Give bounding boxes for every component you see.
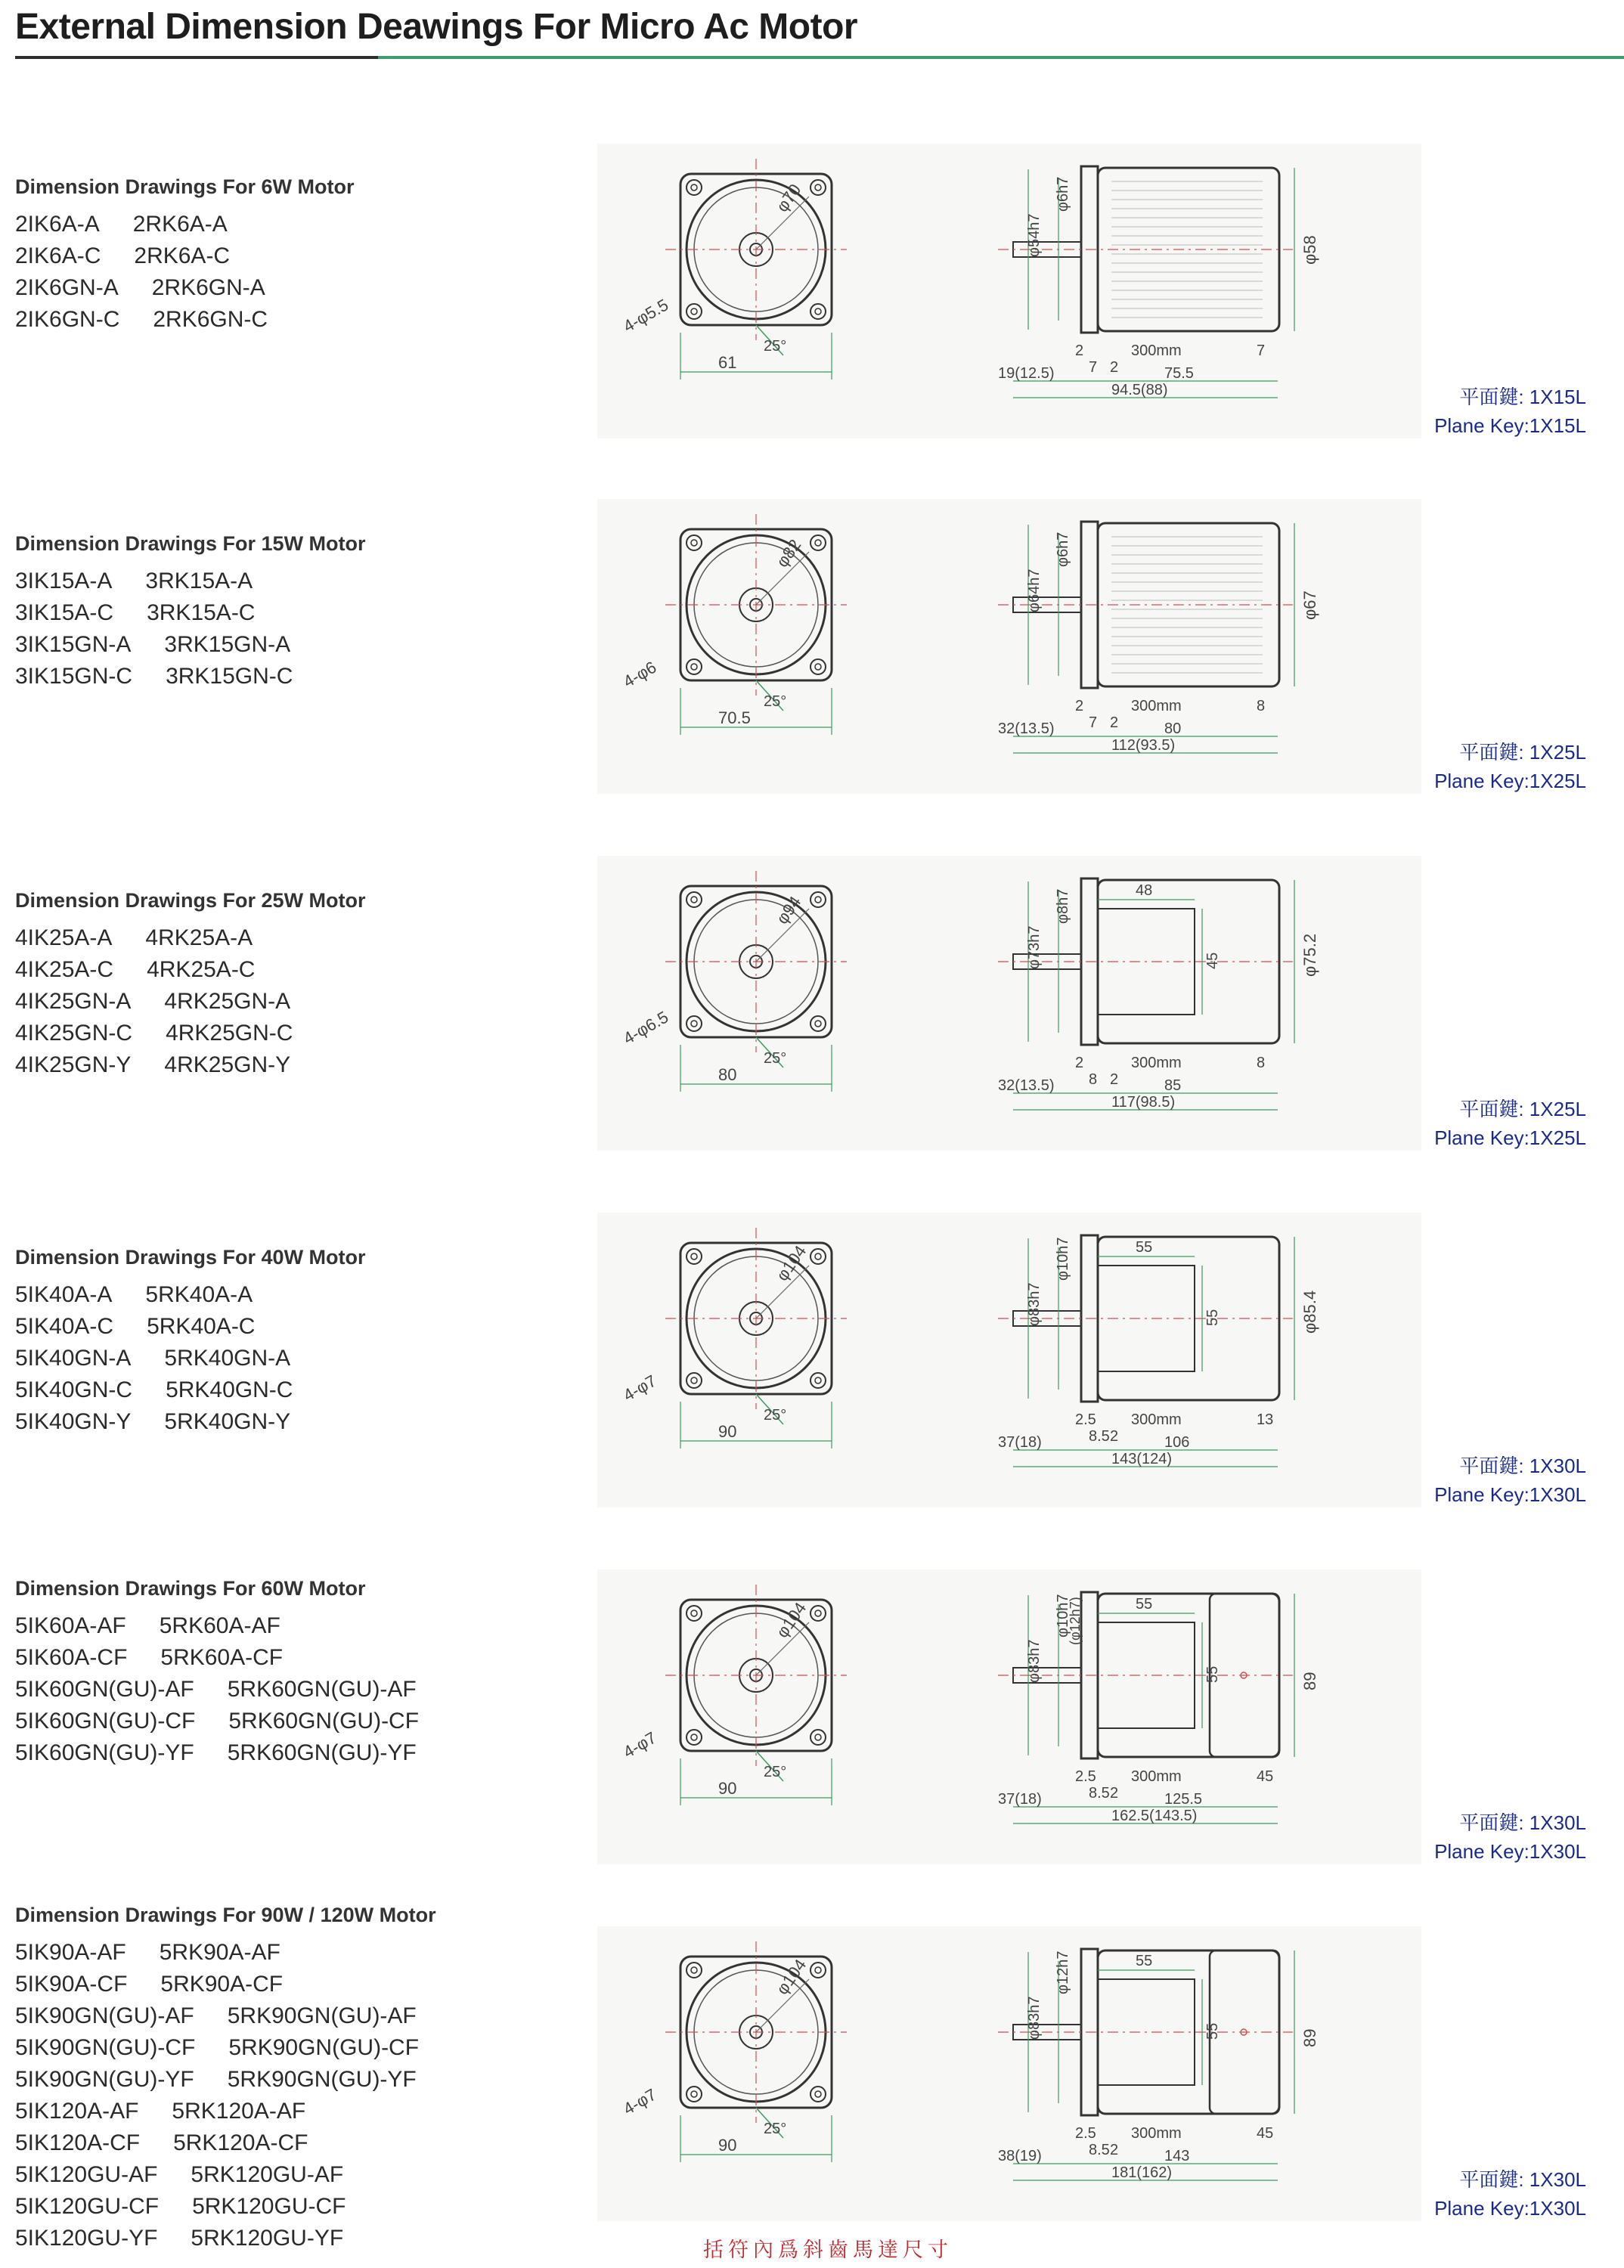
model-ik: 5IK40GN-Y: [15, 1409, 132, 1434]
model-row: [15, 1406, 293, 1438]
mount-hole: [810, 1963, 826, 1978]
model-rk: 4RK25GN-Y: [164, 1052, 291, 1077]
plane-key-en: Plane Key:1X30L: [1434, 1840, 1586, 1863]
mount-hole: [810, 180, 826, 195]
dimension-drawing: [597, 144, 1421, 438]
model-row: [15, 922, 293, 954]
side-lead-label: 300mm: [1131, 1411, 1182, 1428]
plane-key-en: Plane Key:1X15L: [1434, 414, 1586, 437]
model-rk: 5RK60GN(GU)-CF: [228, 1709, 420, 1734]
model-ik: 5IK40A-C: [15, 1314, 114, 1339]
front-width-label: 61: [718, 353, 737, 372]
model-row: [15, 2159, 419, 2191]
side-dim-end: 45: [1257, 1768, 1274, 1785]
side-mid-label: 55: [1204, 1309, 1221, 1326]
model-rk: 4RK25GN-A: [164, 989, 291, 1014]
model-rk: 5RK40GN-C: [166, 1377, 293, 1402]
side-shaft-diameter-label: φ10h7: [1055, 1594, 1071, 1637]
side-total-length-label: 143(124): [1111, 1451, 1173, 1467]
side-mid-label: 55: [1204, 1665, 1221, 1683]
model-list: [15, 922, 293, 1081]
side-lead-label: 300mm: [1131, 342, 1182, 359]
model-ik: 5IK90GN(GU)-AF: [15, 2003, 194, 2028]
side-shaft-length-label: 32(13.5): [998, 1077, 1055, 1094]
model-ik: 5IK90GN(GU)-CF: [15, 2035, 196, 2060]
model-row: [15, 1969, 419, 2000]
model-row: [15, 304, 268, 336]
side-dim-c: 2: [1110, 1071, 1119, 1088]
side-top-label: 55: [1136, 1953, 1153, 1969]
model-row: [15, 1049, 293, 1081]
model-ik: 5IK90GN(GU)-YF: [15, 2067, 194, 2092]
model-rk: 5RK90GN(GU)-YF: [227, 2067, 417, 2092]
plane-key-spec: [1434, 383, 1586, 440]
model-rk: 3RK15GN-C: [166, 664, 293, 689]
model-ik: 2IK6GN-C: [15, 307, 120, 332]
mount-hole: [686, 1606, 702, 1621]
front-width-label: 90: [718, 1422, 737, 1441]
model-row: [15, 2223, 419, 2254]
plane-key-cn: 平面鍵: 1X25L: [1459, 1098, 1586, 1120]
dimension-drawing-panel: [597, 1569, 1421, 1864]
side-body-length-label: 75.5: [1164, 365, 1194, 382]
side-dim-b: 8.5: [1089, 2142, 1110, 2158]
model-row: [15, 954, 293, 986]
mount-hole-inner: [815, 1610, 821, 1616]
dimension-drawing: [597, 1569, 1421, 1864]
model-ik: 5IK120A-AF: [15, 2099, 139, 2124]
model-ik: 3IK15GN-A: [15, 632, 132, 657]
front-diameter-label: φ82: [772, 535, 805, 571]
model-rk: 3RK15A-C: [147, 600, 256, 625]
model-rk: 5RK60A-AF: [159, 1613, 280, 1638]
mount-hole-inner: [691, 2091, 697, 2097]
model-row: [15, 209, 268, 240]
model-rk: 5RK120A-AF: [172, 2099, 306, 2124]
side-dim-c: 2: [1110, 2142, 1119, 2158]
model-row: [15, 2191, 419, 2223]
model-rk: 2RK6A-C: [134, 243, 231, 268]
model-rk: 5RK40GN-A: [164, 1346, 291, 1371]
side-total-length-label: 112(93.5): [1111, 737, 1176, 754]
side-dim-b: 8.5: [1089, 1785, 1110, 1802]
model-row: [15, 2064, 419, 2096]
side-body-diameter-label: φ58: [1300, 235, 1319, 265]
model-ik: 3IK15GN-C: [15, 664, 133, 689]
side-inner-diameter-label: φ83h7: [1026, 1282, 1043, 1326]
model-row: [15, 661, 293, 692]
model-rk: 5RK40A-A: [145, 1282, 253, 1307]
side-body-length-label: 85: [1164, 1077, 1182, 1094]
mount-hole-inner: [691, 1734, 697, 1740]
model-ik: 5IK40GN-A: [15, 1346, 132, 1371]
side-dim-c: 2: [1110, 1428, 1119, 1445]
model-row: [15, 2000, 419, 2032]
plane-key-cn: 平面鍵: 1X30L: [1459, 2168, 1586, 2191]
side-body-length-label: 80: [1164, 720, 1182, 737]
model-ik: 2IK6A-C: [15, 243, 101, 268]
model-rk: 2RK6GN-A: [151, 275, 265, 300]
mount-hole: [810, 1373, 826, 1388]
mount-hole-inner: [691, 1967, 697, 1973]
model-row: [15, 1706, 419, 1737]
side-dim-c: 2: [1110, 1785, 1119, 1802]
model-ik: 3IK15A-A: [15, 569, 113, 593]
side-body-diameter-label: φ85.4: [1300, 1290, 1319, 1334]
plane-key-spec: [1434, 1808, 1586, 1866]
mount-hole-inner: [691, 540, 697, 546]
front-diameter-label: φ104: [772, 1598, 810, 1641]
dimension-drawing-panel: [597, 856, 1421, 1151]
plane-key-cn: 平面鍵: 1X30L: [1459, 1811, 1586, 1834]
model-rk: 2RK6A-A: [132, 212, 228, 237]
dimension-drawing-panel: [597, 1213, 1421, 1507]
side-mid-label: 45: [1204, 952, 1221, 969]
front-diameter-label: φ104: [772, 1241, 810, 1284]
plane-key-cn: 平面鍵: 1X30L: [1459, 1455, 1586, 1477]
mount-hole-inner: [691, 308, 697, 314]
model-rk: 4RK25A-A: [145, 925, 253, 950]
mount-hole: [686, 892, 702, 907]
model-ik: 5IK60GN(GU)-CF: [15, 1709, 196, 1734]
mount-hole: [810, 304, 826, 319]
model-row: [15, 597, 293, 629]
side-dim-end: 45: [1257, 2125, 1274, 2142]
side-shaft-diameter-label: φ6h7: [1055, 531, 1071, 567]
front-holes-label: 4-φ7: [620, 2084, 660, 2119]
side-lead-label: 300mm: [1131, 2125, 1182, 2142]
front-angle-label: 25°: [764, 338, 787, 355]
front-angle-label: 25°: [764, 1764, 787, 1780]
dimension-drawing: [597, 499, 1421, 794]
side-lead-label: 300mm: [1131, 1055, 1182, 1071]
mount-hole-inner: [815, 1377, 821, 1383]
model-rk: 5RK90GN(GU)-CF: [228, 2035, 420, 2060]
model-rk: 5RK120GU-CF: [192, 2194, 346, 2219]
side-shaft-diameter-label: φ12h7: [1055, 1950, 1071, 1994]
side-dim-b: 8.5: [1089, 1428, 1110, 1445]
mount-hole: [686, 1373, 702, 1388]
front-holes-label: 4-φ5.5: [620, 295, 672, 336]
model-row: [15, 565, 293, 597]
side-shaft-length-label: 38(19): [998, 2148, 1042, 2164]
side-inner-diameter-label: φ73h7: [1026, 925, 1043, 969]
model-ik: 5IK120GU-YF: [15, 2226, 158, 2251]
side-dim-a: 2.5: [1075, 1768, 1096, 1785]
side-shaft-diameter-label: φ8h7: [1055, 888, 1071, 924]
side-body-length-label: 143: [1164, 2148, 1190, 2164]
side-shaft-length-label: 32(13.5): [998, 720, 1055, 737]
side-top-label: 55: [1136, 1239, 1153, 1256]
side-dim-end: 8: [1257, 698, 1266, 714]
model-rk: 2RK6GN-C: [153, 307, 268, 332]
model-rk: 4RK25A-C: [147, 957, 256, 982]
model-ik: 5IK90A-AF: [15, 1940, 126, 1965]
plane-key-cn: 平面鍵: 1X25L: [1459, 741, 1586, 764]
side-inner-diameter-label: φ83h7: [1026, 1996, 1043, 2040]
model-rk: 5RK60GN(GU)-AF: [227, 1677, 417, 1702]
model-rk: 4RK25GN-C: [166, 1021, 293, 1046]
front-width-label: 90: [718, 1779, 737, 1798]
mount-hole-inner: [815, 1967, 821, 1973]
model-rk: 5RK90A-CF: [160, 1972, 284, 1997]
mount-hole: [810, 1730, 826, 1745]
plane-key-cn: 平面鍵: 1X15L: [1459, 386, 1586, 408]
mount-hole: [686, 1963, 702, 1978]
page-title: External Dimension Deawings For Micro Ac Motor: [15, 7, 858, 47]
mount-hole-inner: [815, 2091, 821, 2097]
model-ik: 5IK90A-CF: [15, 1972, 128, 1997]
model-ik: 5IK120A-CF: [15, 2130, 141, 2155]
dimension-drawing: [597, 1926, 1421, 2221]
mount-hole-inner: [815, 184, 821, 191]
side-dim-end: 8: [1257, 1055, 1266, 1071]
model-rk: 5RK120GU-YF: [191, 2226, 344, 2251]
model-row: [15, 2127, 419, 2159]
model-ik: 2IK6A-A: [15, 212, 100, 237]
model-ik: 4IK25GN-Y: [15, 1052, 132, 1077]
front-diameter-label: φ70: [772, 180, 805, 215]
model-row: [15, 1018, 293, 1049]
mount-hole: [686, 304, 702, 319]
plane-key-en: Plane Key:1X30L: [1434, 1483, 1586, 1506]
side-lead-label: 300mm: [1131, 698, 1182, 714]
plane-key-spec: [1434, 1452, 1586, 1509]
side-top-label: 55: [1136, 1596, 1153, 1613]
mount-hole: [686, 1249, 702, 1264]
mount-hole: [810, 892, 826, 907]
front-angle-label: 25°: [764, 693, 787, 710]
mount-hole-inner: [691, 1610, 697, 1616]
mount-hole: [686, 180, 702, 195]
front-width-label: 80: [718, 1065, 737, 1084]
model-row: [15, 240, 268, 272]
model-rk: 5RK40A-C: [147, 1314, 256, 1339]
mount-hole: [810, 1249, 826, 1264]
mount-hole-inner: [815, 1253, 821, 1259]
plane-key-spec: [1434, 738, 1586, 795]
section-heading: Dimension Drawings For 40W Motor: [15, 1246, 366, 1269]
mount-hole-inner: [691, 897, 697, 903]
mount-hole-inner: [815, 1734, 821, 1740]
model-row: [15, 1279, 293, 1311]
side-dim-a: 2.5: [1075, 1411, 1096, 1428]
front-holes-label: 4-φ7: [620, 1727, 660, 1762]
side-dim-b: 8: [1089, 1071, 1098, 1088]
side-dim-a: 2.5: [1075, 2125, 1096, 2142]
mount-hole: [686, 535, 702, 550]
side-total-length-label: 117(98.5): [1111, 1094, 1176, 1111]
side-total-length-label: 162.5(143.5): [1111, 1808, 1198, 1824]
model-row: [15, 1937, 419, 1969]
front-holes-label: 4-φ6: [620, 657, 660, 692]
side-body-diameter-label: 89: [1300, 1672, 1319, 1690]
model-row: [15, 1642, 419, 1674]
model-row: [15, 986, 293, 1018]
mount-hole: [686, 1730, 702, 1745]
model-ik: 5IK40A-A: [15, 1282, 113, 1307]
side-dim-c: 2: [1110, 359, 1119, 376]
mount-hole: [810, 659, 826, 674]
model-ik: 4IK25A-C: [15, 957, 114, 982]
front-diameter-label: φ94: [772, 892, 805, 928]
model-rk: 5RK60GN(GU)-YF: [227, 1740, 417, 1765]
dimension-drawing-panel: [597, 144, 1421, 438]
plane-key-spec: [1434, 1095, 1586, 1152]
mount-hole-inner: [691, 1021, 697, 1027]
section-heading: Dimension Drawings For 60W Motor: [15, 1577, 366, 1600]
side-dim-c: 2: [1110, 714, 1119, 731]
model-list: [15, 1279, 293, 1438]
model-rk: 3RK15GN-A: [164, 632, 291, 657]
mount-hole-inner: [815, 664, 821, 670]
section-heading: Dimension Drawings For 25W Motor: [15, 889, 366, 912]
model-row: [15, 1610, 419, 1642]
model-ik: 5IK60A-AF: [15, 1613, 126, 1638]
side-total-length-label: 94.5(88): [1111, 382, 1168, 398]
model-rk: 5RK90GN(GU)-AF: [227, 2003, 417, 2028]
side-top-label: 48: [1136, 882, 1153, 899]
model-rk: 3RK15A-A: [145, 569, 253, 593]
mount-hole-inner: [815, 1021, 821, 1027]
model-row: [15, 2096, 419, 2127]
front-width-label: 90: [718, 2136, 737, 2155]
model-ik: 2IK6GN-A: [15, 275, 119, 300]
mount-hole: [810, 535, 826, 550]
side-dim-end: 13: [1257, 1411, 1274, 1428]
plane-key-spec: [1434, 2165, 1586, 2223]
model-list: [15, 1937, 419, 2254]
model-ik: 5IK60GN(GU)-YF: [15, 1740, 194, 1765]
section-heading: Dimension Drawings For 6W Motor: [15, 175, 355, 198]
side-body-diameter-label: φ75.2: [1300, 933, 1319, 977]
model-list: [15, 1610, 419, 1769]
dimension-drawing: [597, 856, 1421, 1151]
side-dim-a: 2: [1075, 698, 1084, 714]
mount-hole: [810, 2087, 826, 2102]
model-rk: 5RK120GU-AF: [191, 2162, 344, 2187]
side-shaft-diameter-label: φ10h7: [1055, 1237, 1071, 1281]
model-row: [15, 1674, 419, 1706]
model-row: [15, 1311, 293, 1343]
dimension-drawing-panel: [597, 499, 1421, 794]
model-row: [15, 1343, 293, 1374]
model-row: [15, 629, 293, 661]
dimension-drawing: [597, 1213, 1421, 1507]
side-dim-a: 2: [1075, 342, 1084, 359]
model-ik: 4IK25A-A: [15, 925, 113, 950]
model-row: [15, 1737, 419, 1769]
plane-key-en: Plane Key:1X25L: [1434, 770, 1586, 792]
front-angle-label: 25°: [764, 1050, 787, 1067]
side-shaft-length-label: 37(18): [998, 1791, 1042, 1808]
side-body-length-label: 125.5: [1164, 1791, 1203, 1808]
model-ik: 5IK60GN(GU)-AF: [15, 1677, 194, 1702]
model-rk: 5RK40GN-Y: [164, 1409, 291, 1434]
model-ik: 5IK120GU-CF: [15, 2194, 160, 2219]
model-rk: 5RK120A-CF: [173, 2130, 308, 2155]
front-holes-label: 4-φ6.5: [620, 1007, 672, 1049]
side-dim-a: 2: [1075, 1055, 1084, 1071]
model-list: [15, 565, 293, 692]
model-rk: 5RK90A-AF: [159, 1940, 280, 1965]
mount-hole: [686, 659, 702, 674]
mount-hole: [686, 2087, 702, 2102]
footer-note: 括符內爲斜齒馬達尺寸: [703, 2239, 953, 2261]
side-shaft-diameter-label: φ6h7: [1055, 176, 1071, 212]
mount-hole: [810, 1606, 826, 1621]
side-inner-diameter-label: φ83h7: [1026, 1639, 1043, 1683]
model-ik: 5IK60A-CF: [15, 1645, 128, 1670]
model-ik: 3IK15A-C: [15, 600, 114, 625]
model-ik: 4IK25GN-A: [15, 989, 132, 1014]
side-mid-label: 55: [1204, 2022, 1221, 2040]
side-shaft-length-label: 37(18): [998, 1434, 1042, 1451]
mount-hole: [686, 1016, 702, 1031]
front-holes-label: 4-φ7: [620, 1371, 660, 1405]
side-inner-diameter-label: φ64h7: [1026, 569, 1043, 612]
front-width-label: 70.5: [718, 708, 751, 727]
side-body-diameter-label: 89: [1300, 2028, 1319, 2047]
side-lead-label: 300mm: [1131, 1768, 1182, 1785]
plane-key-en: Plane Key:1X25L: [1434, 1126, 1586, 1149]
side-body-length-label: 106: [1164, 1434, 1190, 1451]
mount-hole-inner: [691, 184, 697, 191]
side-inner-diameter-label: φ54h7: [1026, 213, 1043, 257]
mount-hole-inner: [815, 540, 821, 546]
model-ik: 4IK25GN-C: [15, 1021, 133, 1046]
model-ik: 5IK120GU-AF: [15, 2162, 158, 2187]
side-shaft-diameter-alt-label: (φ12h7): [1068, 1597, 1083, 1645]
model-row: [15, 272, 268, 304]
side-dim-end: 7: [1257, 342, 1266, 359]
plane-key-en: Plane Key:1X30L: [1434, 2197, 1586, 2220]
front-diameter-label: φ104: [772, 1955, 810, 1998]
front-angle-label: 25°: [764, 1407, 787, 1424]
mount-hole-inner: [691, 1253, 697, 1259]
title-rule: [15, 56, 1624, 59]
mount-hole-inner: [691, 664, 697, 670]
model-list: [15, 209, 268, 336]
side-shaft-length-label: 19(12.5): [998, 365, 1055, 382]
model-row: [15, 1374, 293, 1406]
mount-hole: [810, 1016, 826, 1031]
model-rk: 5RK60A-CF: [160, 1645, 284, 1670]
mount-hole-inner: [815, 897, 821, 903]
side-body-diameter-label: φ67: [1300, 590, 1319, 620]
side-dim-b: 7: [1089, 359, 1098, 376]
front-angle-label: 25°: [764, 2121, 787, 2137]
mount-hole-inner: [815, 308, 821, 314]
side-total-length-label: 181(162): [1111, 2164, 1173, 2181]
dimension-drawing-panel: [597, 1926, 1421, 2221]
mount-hole-inner: [691, 1377, 697, 1383]
section-heading: Dimension Drawings For 90W / 120W Motor: [15, 1904, 436, 1926]
model-row: [15, 2032, 419, 2064]
model-ik: 5IK40GN-C: [15, 1377, 133, 1402]
side-dim-b: 7: [1089, 714, 1098, 731]
section-heading: Dimension Drawings For 15W Motor: [15, 532, 366, 555]
